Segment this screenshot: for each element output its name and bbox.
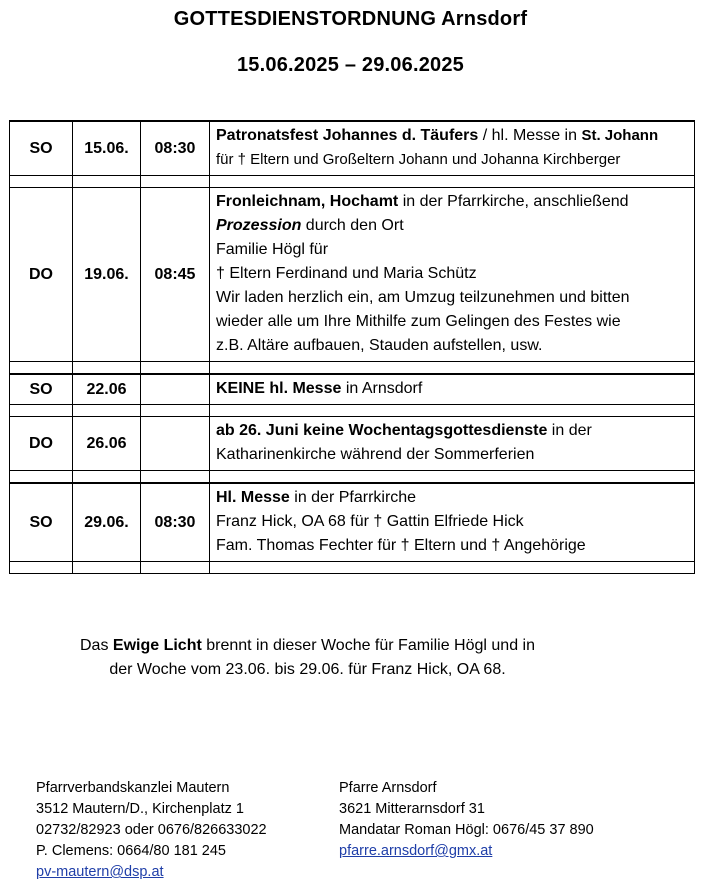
spacer-cell bbox=[10, 362, 73, 375]
footer-parish bbox=[339, 778, 594, 862]
text-segment: Familie Högl für bbox=[216, 241, 329, 258]
spacer-cell bbox=[73, 362, 141, 375]
parish-contact: Mandatar Roman Högl: 0676/45 37 890 bbox=[339, 822, 594, 838]
date-cell: 15.06. bbox=[73, 121, 141, 176]
description-line bbox=[216, 262, 688, 286]
spacer-cell bbox=[73, 405, 141, 417]
description-line bbox=[216, 486, 688, 510]
description-cell bbox=[210, 121, 695, 176]
schedule-row bbox=[10, 188, 695, 362]
spacer-cell bbox=[210, 562, 695, 574]
time-cell: 08:30 bbox=[141, 483, 210, 562]
note-line-1: Das Ewige Licht brennt in dieser Woche für Familie Högl und in bbox=[79, 637, 535, 654]
spacer-cell bbox=[10, 471, 73, 484]
description-cell bbox=[210, 417, 695, 471]
spacer-cell bbox=[210, 471, 695, 484]
page-title: GOTTESDIENSTORDNUNG Arnsdorf bbox=[173, 8, 528, 30]
text-segment: z.B. Altäre aufbauen, Stauden aufstellen, usw. bbox=[216, 337, 543, 354]
spacer-cell bbox=[141, 405, 210, 417]
spacer-row bbox=[10, 405, 695, 417]
spacer-cell bbox=[73, 471, 141, 484]
spacer-cell bbox=[210, 176, 695, 188]
description-cell bbox=[210, 374, 695, 405]
spacer-cell bbox=[141, 562, 210, 574]
description-line bbox=[216, 238, 688, 262]
spacer-cell bbox=[10, 562, 73, 574]
text-segment: Hl. Messe bbox=[216, 489, 290, 506]
text-segment: Wir laden herzlich ein, am Umzug teilzunehmen und bitten bbox=[216, 289, 630, 306]
description-cell bbox=[210, 483, 695, 562]
spacer-row bbox=[10, 562, 695, 574]
office-name: Pfarrverbandskanzlei Mautern bbox=[36, 780, 230, 796]
schedule-row bbox=[10, 374, 695, 405]
schedule-table bbox=[9, 120, 695, 574]
description-line bbox=[216, 190, 688, 214]
description-line bbox=[216, 510, 688, 534]
office-clerk: P. Clemens: 0664/80 181 245 bbox=[36, 843, 226, 859]
text-segment: in Arnsdorf bbox=[341, 380, 423, 397]
eternal-light-note bbox=[0, 634, 615, 682]
text-segment: † Eltern Ferdinand und Maria Schütz bbox=[216, 265, 477, 282]
note-highlight: Ewige Licht bbox=[112, 637, 202, 654]
text-segment: / hl. Messe in bbox=[478, 127, 582, 144]
office-email-link[interactable]: pv-mautern@dsp.at bbox=[36, 864, 164, 880]
date-cell: 19.06. bbox=[73, 188, 141, 362]
text-segment: für † Eltern und Großeltern Johann und Johanna Kirchberger bbox=[216, 151, 621, 168]
description-line bbox=[216, 214, 688, 238]
weekday-cell: SO bbox=[10, 483, 73, 562]
spacer-cell bbox=[210, 405, 695, 417]
spacer-cell bbox=[141, 362, 210, 375]
spacer-cell bbox=[141, 176, 210, 188]
spacer-cell bbox=[73, 176, 141, 188]
text-segment: Patronatsfest Johannes d. Täufers bbox=[216, 127, 479, 144]
parish-address: 3621 Mitterarnsdorf 31 bbox=[339, 801, 485, 817]
text-segment: St. Johann bbox=[581, 127, 659, 144]
weekday-cell: SO bbox=[10, 374, 73, 405]
time-cell bbox=[141, 417, 210, 471]
text-segment: Prozession bbox=[216, 217, 302, 234]
text-segment: in der Pfarrkirche, anschließend bbox=[398, 193, 629, 210]
weekday-cell: SO bbox=[10, 121, 73, 176]
text-segment: ab 26. Juni keine Wochentagsgottesdienste bbox=[216, 422, 548, 439]
date-range: 15.06.2025 – 29.06.2025 bbox=[236, 54, 465, 76]
parish-name: Pfarre Arnsdorf bbox=[339, 780, 437, 796]
time-cell: 08:45 bbox=[141, 188, 210, 362]
text-segment: Fam. Thomas Fechter für † Eltern und † Angehörige bbox=[216, 537, 586, 554]
spacer-row bbox=[10, 362, 695, 375]
text-segment: Katharinenkirche während der Sommerferien bbox=[216, 446, 535, 463]
footer-office bbox=[36, 778, 267, 883]
office-address: 3512 Mautern/D., Kirchenplatz 1 bbox=[36, 801, 244, 817]
description-cell bbox=[210, 188, 695, 362]
date-cell: 29.06. bbox=[73, 483, 141, 562]
note-line-2: der Woche vom 23.06. bis 29.06. für Franz Hick, OA 68. bbox=[109, 661, 506, 678]
spacer-cell bbox=[10, 405, 73, 417]
text-segment: in der Pfarrkirche bbox=[289, 489, 417, 506]
time-cell bbox=[141, 374, 210, 405]
date-cell: 26.06 bbox=[73, 417, 141, 471]
spacer-cell bbox=[141, 471, 210, 484]
description-line bbox=[216, 534, 688, 558]
description-line bbox=[216, 419, 688, 443]
schedule-row bbox=[10, 417, 695, 471]
date-cell: 22.06 bbox=[73, 374, 141, 405]
text-segment: KEINE hl. Messe bbox=[216, 380, 342, 397]
schedule-row bbox=[10, 121, 695, 176]
text-segment: Fronleichnam, Hochamt bbox=[216, 193, 399, 210]
description-line bbox=[216, 334, 688, 358]
description-line bbox=[216, 443, 688, 467]
spacer-cell bbox=[210, 362, 695, 375]
text-segment: wieder alle um Ihre Mithilfe zum Gelingen des Festes wie bbox=[216, 313, 621, 330]
spacer-row bbox=[10, 471, 695, 484]
office-phone: 02732/82923 oder 0676/826633022 bbox=[36, 822, 267, 838]
schedule-row bbox=[10, 483, 695, 562]
description-line bbox=[216, 310, 688, 334]
weekday-cell: DO bbox=[10, 417, 73, 471]
spacer-cell bbox=[73, 562, 141, 574]
description-line bbox=[216, 148, 688, 172]
text-segment: in der bbox=[547, 422, 592, 439]
text-segment: durch den Ort bbox=[301, 217, 404, 234]
description-line bbox=[216, 286, 688, 310]
spacer-cell bbox=[10, 176, 73, 188]
description-line bbox=[216, 124, 688, 148]
parish-email-link[interactable]: pfarre.arnsdorf@gmx.at bbox=[339, 843, 493, 859]
text-segment: Franz Hick, OA 68 für † Gattin Elfriede Hick bbox=[216, 513, 524, 530]
spacer-row bbox=[10, 176, 695, 188]
description-line bbox=[216, 377, 688, 401]
weekday-cell: DO bbox=[10, 188, 73, 362]
time-cell: 08:30 bbox=[141, 121, 210, 176]
